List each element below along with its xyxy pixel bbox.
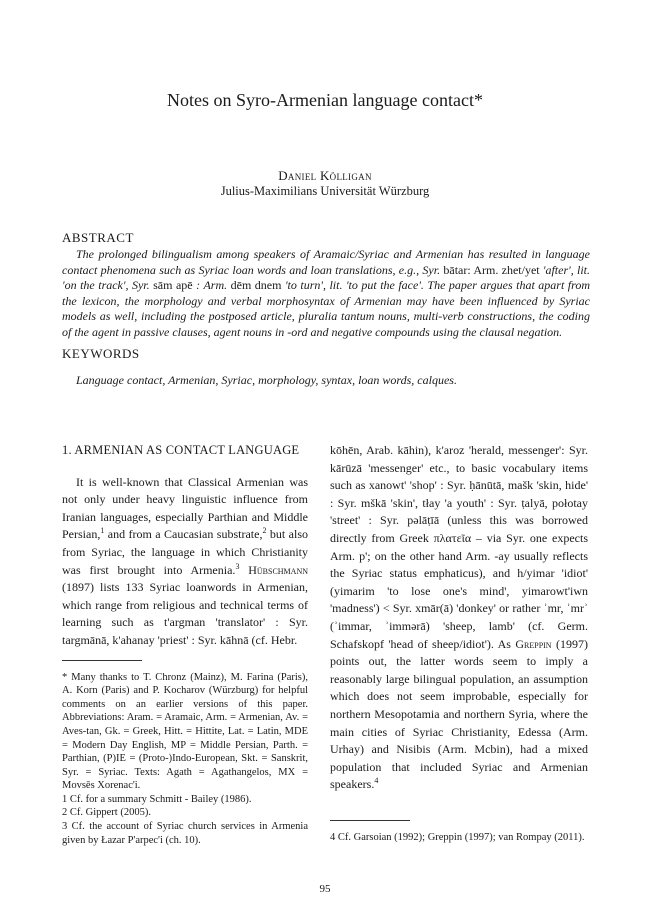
abstract-text	[62, 247, 590, 341]
footnote-ref-2[interactable]: 2	[262, 526, 267, 536]
paper-title: Notes on Syro-Armenian language contact*	[167, 90, 483, 110]
footnote-ref-3[interactable]: 3	[235, 561, 240, 571]
body-paragraph-continued	[330, 442, 588, 794]
abstract-text-2: bātar: Arm.	[443, 262, 499, 277]
body-paragraph	[62, 474, 308, 650]
abstract-text-7: dēm dnem	[230, 278, 282, 293]
body-text-c: but also from Syriac, the language in which Christianity was first brought into Armenia.	[62, 527, 308, 577]
author-affiliation: Julius-Maximilians Universität Würzburg	[220, 184, 430, 198]
abstract-heading: ABSTRACT	[62, 230, 134, 245]
footnotes-left	[62, 671, 308, 848]
body-text-e: (1897) lists 133 Syriac loanwords in Armenian, which range from religious and technical terms of learning such as t'argman 'translator' : Syr. targmānā, k'ahanay 'priest' : Syr. kāhnā (cf. Hebr.	[62, 580, 308, 647]
author-name: Daniel Kölligan	[278, 168, 372, 183]
footnote-1: 1 Cf. for a summary Schmitt - Bailey (1986).	[62, 793, 252, 805]
footnote-star: * Many thanks to T. Chronz (Mainz), M. Farina (Paris), A. Korn (Paris) and P. Kocharov (Würzburg) for helpful comments on an earlier versions of this paper. Abbreviations: Aram. = Aramaic, Arm. = Armenian, Av. = Aves-tan, Gk. = Greek, Hitt. = Hittite, Lat. = Latin, MDE = Modern Day English, MP = Middle Persian, Parth. = Parthian, (P)IE = (Proto-)Indo-European, Skt. = Sanskrit, Syr. = Syriac. Texts: Agath = Agathangelos, MX = Movsēs Xorenac'i.	[62, 671, 308, 792]
section-heading: 1. ARMENIAN AS CONTACT LANGUAGE	[62, 443, 300, 457]
footnotes-right	[330, 831, 588, 845]
abstract-text-4: 'after', lit. 'on the track', Syr.	[62, 262, 590, 293]
abstract-text-3: zhet/yet	[501, 262, 540, 277]
page-number: 95	[319, 883, 331, 895]
abstract-text-8: 'to turn', lit. 'to put the face'. The paper argues that apart from the lexicon, the morphology and verbal morphosyntax of Armenian may have been influenced by Syriac models as well, including the postposed article, pluralia tantum nouns, multi-verb constructions, the coding of the agent in passive clauses, agent nouns in -ord and negative compounds using the clausal negation.	[62, 278, 591, 339]
body-text-a: It is well-known that Classical Armenian was not only under heavy linguistic influence from Iranian languages, especially Parthian and Middle Persian,	[62, 474, 308, 542]
footnote-ref-1[interactable]: 1	[100, 526, 105, 536]
right-column	[330, 442, 588, 844]
abstract-text-6: : Arm.	[196, 278, 228, 293]
body-text-right-a: kōhēn, Arab. kāhin), k'aroz 'herald, messenger': Syr. kārūzā 'messenger' etc., to basic vocabulary items such as xanowt' 'shop' : Syr. ḥānūtā, mašk 'skin, hide' : Syr. mškā 'skin', tłay 'a youth' : Syr. ṭalyā, połotay 'street' : Syr. pəlāṭīā (unless this was borrowed directly from Greek πλατεῖα – via Syr. one expects Arm. p'; on the other hand Arm. -ay usually reflects the Syriac status emphaticus), and h/yimar 'idiot' (yimarim 'to lose one's mind', yimarowt'iwn 'madness') < Syr. xmār(ā) 'donkey' or rather ʾmr, ʾmrʾ (ʾimmar, ʾimmərā) 'sheep, lamb' (cf. Germ. Schafskopf 'head of sheep/idiot'). As	[330, 443, 588, 651]
footnote-4: 4 Cf. Garsoian (1992); Greppin (1997); van Rompay (2011).	[330, 831, 585, 843]
body-text-right-c: (1997) points out, the latter words seem to imply a reasonably large bilingual population, an assumption which does not seem improbable, especially for northern Mesopotamia and northern Syria, where the main cities of Syriac Christianity, Edessa (Arm. Urhay) and Nisibis (Arm. Mcbin), had a mixed population that included Syriac and Armenian speakers.	[330, 636, 588, 792]
footnote-divider	[62, 660, 142, 661]
abstract-text-5: sām apē	[153, 278, 193, 293]
footnote-divider-right	[330, 820, 410, 821]
keywords-text: Language contact, Armenian, Syriac, morphology, syntax, loan words, calques.	[76, 373, 457, 387]
body-text-b: and from a Caucasian substrate,	[104, 527, 263, 542]
abstract-text-1: The prolonged bilingualism among speakers of Aramaic/Syriac and Armenian has resulted in language contact phenomena such as Syriac loan words and loan translations, e.g., Syr.	[62, 247, 590, 277]
author-citation: Hübschmann	[248, 562, 309, 577]
author-citation-greppin: Greppin	[515, 636, 552, 651]
footnote-2: 2 Cf. Gippert (2005).	[62, 807, 151, 819]
keywords-heading: KEYWORDS	[62, 346, 140, 361]
left-column	[62, 442, 308, 847]
footnote-3: 3 Cf. the account of Syriac church services in Armenia given by Łazar P'arpec'i (ch. 10).	[62, 821, 308, 846]
footnote-ref-4[interactable]: 4	[374, 776, 379, 786]
